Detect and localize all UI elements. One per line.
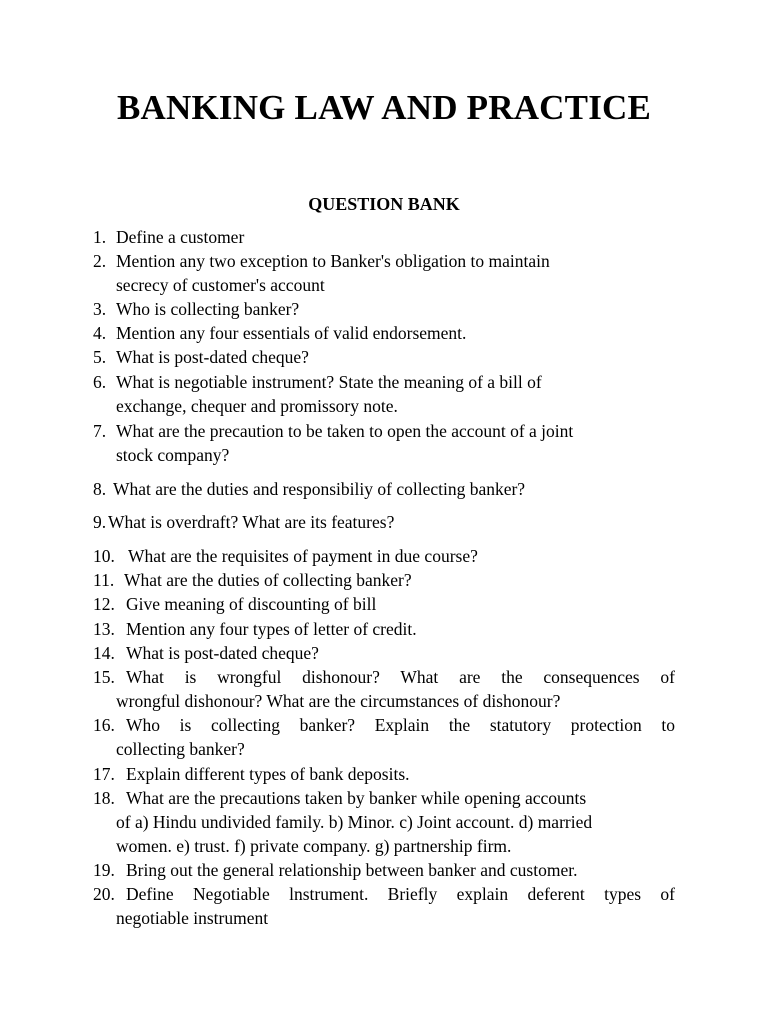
question-text: Define Negotiable lnstrument. Briefly explain deferent types of (126, 884, 675, 904)
question-number: 14. (93, 643, 115, 663)
question-text: What are the precaution to be taken to open the account of a joint (116, 421, 574, 441)
question-number: 20. (93, 884, 115, 904)
question-number: 4. (93, 323, 107, 343)
question-text: What is negotiable instrument? State the meaning of a bill of (116, 372, 542, 392)
question-item (93, 786, 683, 858)
question-text: Explain different types of bank deposits. (126, 764, 410, 784)
question-number: 18. (93, 788, 115, 808)
question-item (93, 641, 683, 665)
question-item (93, 345, 683, 369)
question-item (93, 225, 683, 249)
question-text: secrecy of customer's account (116, 275, 325, 295)
question-text: negotiable instrument (116, 908, 269, 928)
question-number: 13. (93, 619, 115, 639)
question-number: 19. (93, 860, 115, 880)
question-number: 15. (93, 667, 115, 687)
question-text: Define a customer (116, 227, 245, 247)
question-number: 1. (93, 227, 107, 247)
question-number: 10. (93, 546, 115, 566)
question-text: What is post-dated cheque? (126, 643, 319, 663)
question-number: 7. (93, 421, 107, 441)
question-number: 12. (93, 594, 115, 614)
question-item (93, 477, 683, 501)
question-text: exchange, chequer and promissory note. (116, 396, 398, 416)
question-item (93, 858, 683, 882)
question-item (93, 321, 683, 345)
question-text: What are the duties and responsibiliy of collecting banker? (113, 479, 526, 499)
question-number: 8. (93, 479, 107, 499)
question-bank-heading: QUESTION BANK (308, 194, 460, 214)
question-item (93, 592, 683, 616)
question-text: What are the duties of collecting banker? (124, 570, 412, 590)
question-text: Give meaning of discounting of bill (126, 594, 377, 614)
question-number: 2. (93, 251, 107, 271)
question-text: stock company? (116, 445, 230, 465)
question-text: What are the requisites of payment in due course? (128, 546, 478, 566)
question-text: of a) Hindu undivided family. b) Minor. c) Joint account. d) married (116, 812, 593, 832)
question-text: Mention any four essentials of valid endorsement. (116, 323, 467, 343)
question-number: 17. (93, 764, 115, 784)
question-text: Mention any four types of letter of credit. (126, 619, 417, 639)
question-item (93, 249, 683, 297)
question-number: 16. (93, 715, 115, 735)
document-title: BANKING LAW AND PRACTICE (116, 88, 652, 127)
question-number: 6. (93, 372, 107, 392)
question-text: wrongful dishonour? What are the circumstances of dishonour? (116, 691, 561, 711)
question-item (93, 370, 683, 418)
question-text: Bring out the general relationship between banker and customer. (126, 860, 578, 880)
question-item (93, 665, 675, 713)
question-text: Who is collecting banker? (116, 299, 300, 319)
question-text: Who is collecting banker? Explain the statutory protection to (126, 715, 675, 735)
question-text: Mention any two exception to Banker's obligation to maintain (116, 251, 550, 271)
question-item (93, 568, 683, 592)
question-text: collecting banker? (116, 739, 245, 759)
question-text: What is wrongful dishonour? What are the consequences of (126, 667, 675, 687)
question-item (93, 617, 683, 641)
question-text: What is post-dated cheque? (116, 347, 309, 367)
question-number: 5. (93, 347, 107, 367)
question-item (93, 762, 683, 786)
question-number: 3. (93, 299, 107, 319)
question-item (93, 510, 683, 534)
question-item (93, 297, 683, 321)
question-text: What are the precautions taken by banker while opening accounts (126, 788, 587, 808)
question-item (93, 544, 683, 568)
question-item (93, 713, 675, 761)
question-number: 9. (93, 512, 107, 532)
question-number: 11. (93, 570, 115, 590)
question-text: What is overdraft? What are its features? (108, 512, 395, 532)
question-text: women. e) trust. f) private company. g) partnership firm. (116, 836, 512, 856)
question-item (93, 882, 675, 930)
question-item (93, 419, 683, 467)
